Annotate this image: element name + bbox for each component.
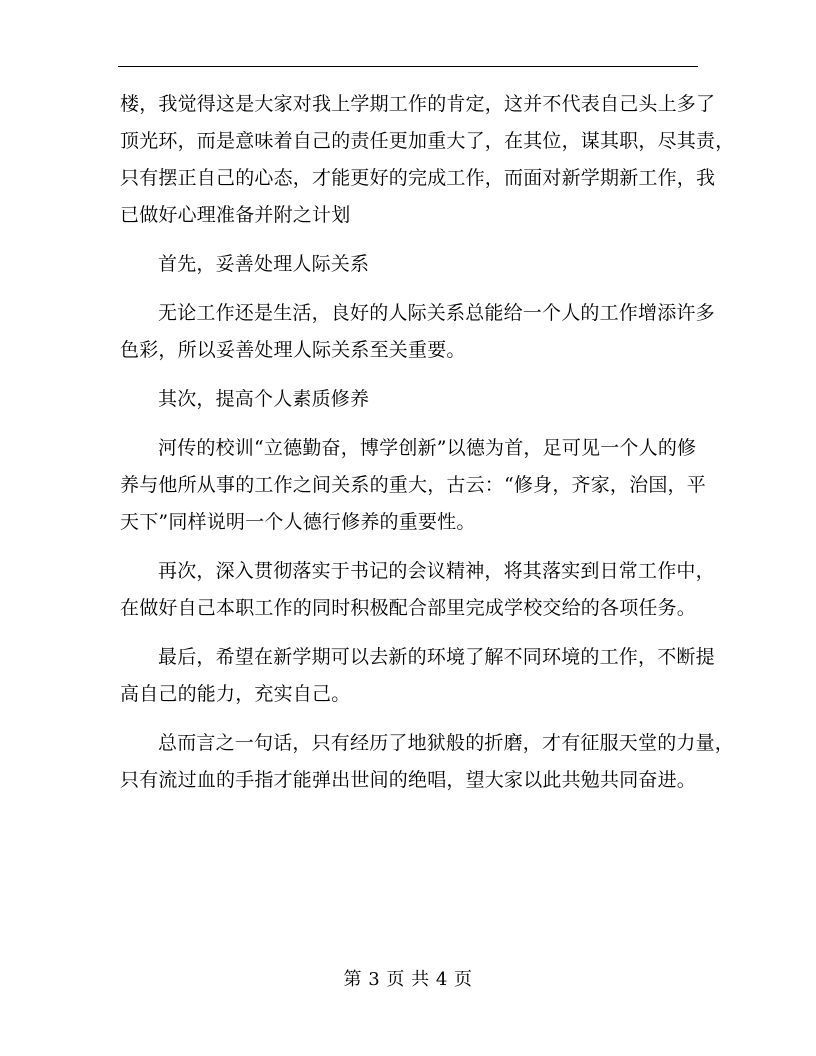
paragraph-1 [120, 86, 735, 234]
paragraph-7 [120, 639, 715, 713]
text-line: 在做好自己本职工作的同时积极配合部里完成学校交给的各项任务。 [120, 597, 697, 619]
text-line: 楼，我觉得这是大家对我上学期工作的肯定，这并不代表自己头上多了 [120, 93, 716, 115]
paragraph-6 [120, 553, 715, 627]
text-line: 只有摆正自己的心态，才能更好的完成工作，而面对新学期新工作，我 [120, 167, 716, 189]
text-line: 再次，深入贯彻落实于书记的会议精神，将其落实到日常工作中， [158, 560, 715, 582]
paragraph-3 [120, 295, 715, 369]
text-line: 顶光环，而是意味着自己的责任更加重大了，在其位，谋其职，尽其责， [120, 130, 735, 152]
text-line: 河传的校训“立德勤奋，博学创新”以德为首，足可见一个人的修 [158, 437, 697, 459]
text-line: 最后，希望在新学期可以去新的环境了解不同环境的工作，不断提 [158, 646, 715, 668]
text-line: 养与他所从事的工作之间关系的重大，古云：“修身，齐家，治国，平 [120, 474, 706, 496]
text-line: 只有流过血的手指才能弹出世间的绝唱，望大家以此共勉共同奋进。 [120, 769, 697, 791]
document-body [120, 86, 735, 799]
section-heading: 其次，提高个人素质修养 [158, 388, 370, 410]
section-heading: 首先，妥善处理人际关系 [158, 253, 370, 275]
text-line: 高自己的能力，充实自己。 [120, 683, 351, 705]
text-line: 天下”同样说明一个人德行修养的重要性。 [120, 511, 476, 533]
text-line: 已做好心理准备并附之计划 [120, 204, 351, 226]
paragraph-8 [120, 725, 735, 799]
paragraph-5 [120, 430, 706, 541]
paragraph-4-heading [120, 381, 700, 418]
text-line: 总而言之一句话，只有经历了地狱般的折磨，才有征服天堂的力量， [158, 732, 735, 754]
paragraph-2-heading [120, 246, 700, 283]
header-rule [118, 66, 698, 67]
text-line: 无论工作还是生活，良好的人际关系总能给一个人的工作增添许多 [158, 302, 715, 324]
text-line: 色彩，所以妥善处理人际关系至关重要。 [120, 339, 466, 361]
page-number-footer: 第 3 页 共 4 页 [343, 969, 473, 990]
